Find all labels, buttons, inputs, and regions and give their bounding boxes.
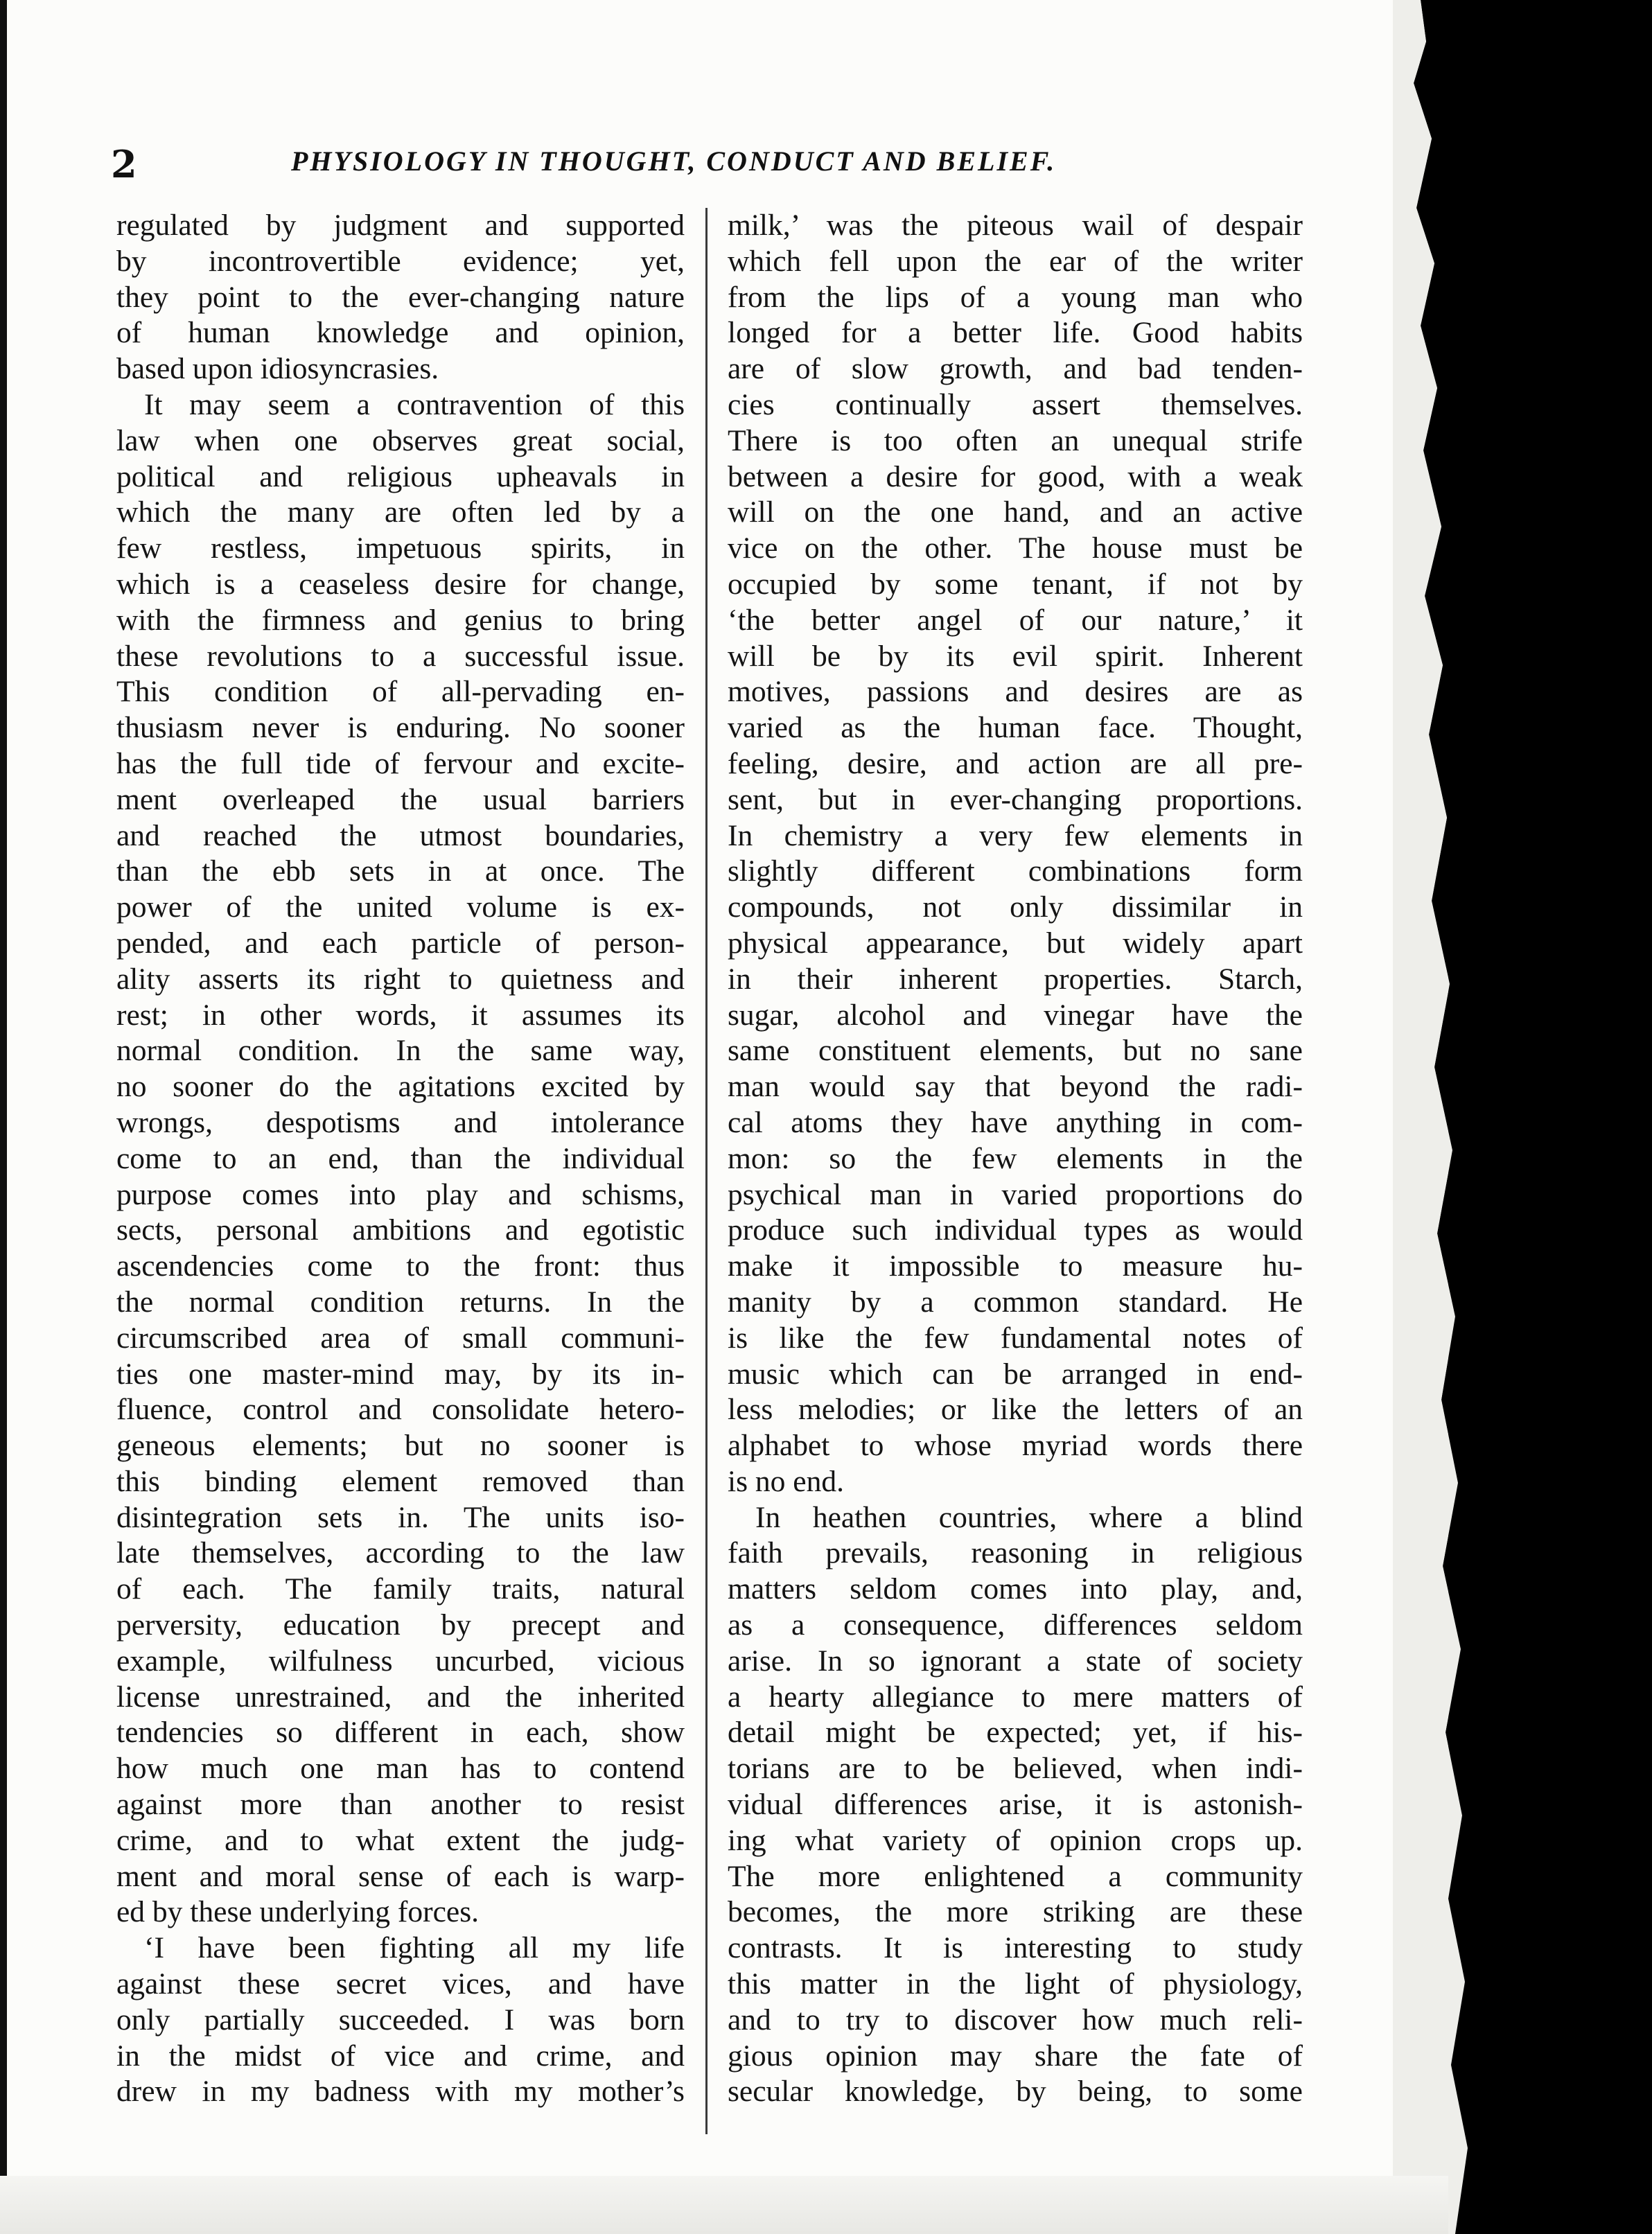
text-line: these revolutions to a successful issue. (116, 639, 685, 673)
text-line: crime, and to what extent the judg- (116, 1823, 685, 1857)
text-line: against these secret vices, and have (116, 1967, 685, 2001)
text-line: In chemistry a very few elements in (728, 818, 1303, 852)
text-line: The more enlightened a community (728, 1859, 1303, 1893)
text-line: no sooner do the agitations excited by (116, 1070, 685, 1104)
text-line: rest; in other words, it assumes its (116, 998, 685, 1032)
text-line: they point to the ever-changing nature (116, 280, 685, 314)
text-line: from the lips of a young man who (728, 280, 1303, 314)
text-line: the normal condition returns. In the (116, 1285, 685, 1319)
left-text-column (116, 208, 685, 2110)
text-line: how much one man has to contend (116, 1752, 685, 1786)
text-line: is like the few fundamental notes of (728, 1321, 1303, 1355)
text-line: It may seem a contravention of this (144, 387, 685, 421)
right-text-column (728, 208, 1303, 2110)
text-line: alphabet to whose myriad words there (728, 1429, 1303, 1463)
text-line: same constituent elements, but no sane (728, 1034, 1303, 1068)
text-line: are of slow growth, and bad tenden- (728, 352, 1303, 386)
text-line: psychical man in varied proportions do (728, 1177, 1303, 1211)
text-line: produce such individual types as would (728, 1213, 1303, 1247)
text-line: which is a ceaseless desire for change, (116, 567, 685, 601)
text-line: becomes, the more striking are these (728, 1895, 1303, 1929)
text-line: This condition of all-pervading en- (116, 675, 685, 709)
text-line: regulated by judgment and supported (116, 209, 685, 242)
text-line: this matter in the light of physiology, (728, 1967, 1303, 2001)
text-line: longed for a better life. Good habits (728, 316, 1303, 350)
text-line: wrongs, despotisms and intolerance (116, 1105, 685, 1139)
text-line: man would say that beyond the radi- (728, 1070, 1303, 1104)
text-line: is no end. (728, 1464, 844, 1498)
text-line: slightly different combinations form (728, 854, 1303, 888)
text-line: power of the united volume is ex- (116, 890, 685, 924)
text-line: with the firmness and genius to bring (116, 603, 685, 637)
text-line: against more than another to resist (116, 1788, 685, 1822)
text-line: and reached the utmost boundaries, (116, 818, 685, 852)
text-line: thusiasm never is enduring. No sooner (116, 711, 685, 745)
text-line: come to an end, than the individual (116, 1141, 685, 1175)
text-line: occupied by some tenant, if not by (728, 567, 1303, 601)
text-line: in their inherent properties. Starch, (728, 962, 1303, 996)
text-line: music which can be arranged in end- (728, 1357, 1303, 1391)
text-line: ‘I have been fighting all my life (144, 1931, 685, 1965)
text-line: sent, but in ever-changing proportions. (728, 782, 1303, 816)
text-line: sugar, alcohol and vinegar have the (728, 998, 1303, 1032)
text-line: make it impossible to measure hu- (728, 1249, 1303, 1283)
text-line: physical appearance, but widely apart (728, 926, 1303, 960)
text-line: arise. In so ignorant a state of society (728, 1644, 1303, 1678)
text-line: example, wilfulness uncurbed, vicious (116, 1644, 685, 1678)
text-line: ed by these underlying forces. (116, 1895, 480, 1929)
text-line: compounds, not only dissimilar in (728, 890, 1303, 924)
text-line: matters seldom comes into play, and, (728, 1572, 1303, 1606)
text-line: In heathen countries, where a blind (755, 1500, 1303, 1534)
text-line: few restless, impetuous spirits, in (116, 531, 685, 565)
text-line: There is too often an unequal strife (728, 423, 1303, 457)
text-line: perversity, education by precept and (116, 1608, 685, 1642)
text-line: in the midst of vice and crime, and (116, 2039, 685, 2073)
text-line: drew in my badness with my mother’s (116, 2075, 685, 2109)
text-line: cal atoms they have anything in com- (728, 1105, 1303, 1139)
text-line: this binding element removed than (116, 1464, 685, 1498)
text-line: which the many are often led by a (116, 495, 685, 529)
text-line: based upon idiosyncrasies. (116, 352, 439, 386)
text-line: ment overleaped the usual barriers (116, 782, 685, 816)
text-line: of each. The family traits, natural (116, 1572, 685, 1606)
text-line: ment and moral sense of each is warp- (116, 1859, 685, 1893)
text-line: of human knowledge and opinion, (116, 316, 685, 350)
text-line: circumscribed area of small communi- (116, 1321, 685, 1355)
text-line: feeling, desire, and action are all pre- (728, 746, 1303, 780)
text-line: milk,’ was the piteous wail of despair (728, 209, 1303, 242)
text-line: between a desire for good, with a weak (728, 459, 1303, 493)
text-line: by incontrovertible evidence; yet, (116, 244, 685, 278)
text-line: less melodies; or like the letters of an (728, 1393, 1303, 1427)
text-line: a hearty allegiance to mere matters of (728, 1680, 1303, 1714)
text-line: cies continually assert themselves. (728, 387, 1303, 421)
text-line: mon: so the few elements in the (728, 1141, 1303, 1175)
text-line: torians are to be believed, when indi- (728, 1752, 1303, 1786)
text-line: normal condition. In the same way, (116, 1034, 685, 1068)
text-line: late themselves, according to the law (116, 1536, 685, 1570)
text-line: ality asserts its right to quietness and (116, 962, 685, 996)
text-line: will be by its evil spirit. Inherent (728, 639, 1303, 673)
text-line: which fell upon the ear of the writer (728, 244, 1303, 278)
text-line: vice on the other. The house must be (728, 531, 1303, 565)
text-line: will on the one hand, and an active (728, 495, 1303, 529)
text-line: than the ebb sets in at once. The (116, 854, 685, 888)
text-line: license unrestrained, and the inherited (116, 1680, 685, 1714)
text-line: fluence, control and consolidate hetero- (116, 1393, 685, 1427)
text-line: secular knowledge, by being, to some (728, 2075, 1303, 2109)
text-line: varied as the human face. Thought, (728, 711, 1303, 745)
text-line: as a consequence, differences seldom (728, 1608, 1303, 1642)
text-line: tendencies so different in each, show (116, 1716, 685, 1750)
text-line: faith prevails, reasoning in religious (728, 1536, 1303, 1570)
text-line: gious opinion may share the fate of (728, 2039, 1303, 2073)
running-head: PHYSIOLOGY IN THOUGHT, CONDUCT AND BELIEF. (291, 146, 1057, 177)
page-header (111, 142, 1289, 184)
text-line: law when one observes great social, (116, 423, 685, 457)
text-line: vidual differences arise, it is astonish- (728, 1788, 1303, 1822)
text-line: pended, and each particle of person- (116, 926, 685, 960)
text-line: manity by a common standard. He (728, 1285, 1303, 1319)
text-line: ascendencies come to the front: thus (116, 1249, 685, 1283)
page-number: 2 (111, 142, 137, 186)
text-line: motives, passions and desires are as (728, 675, 1303, 709)
scan-left-edge (0, 0, 7, 2234)
text-line: disintegration sets in. The units iso- (116, 1500, 685, 1534)
torn-right-edge (1393, 0, 1490, 2234)
text-line: contrasts. It is interesting to study (728, 1931, 1303, 1965)
text-line: ‘the better angel of our nature,’ it (728, 603, 1303, 637)
text-line: detail might be expected; yet, if his- (728, 1716, 1303, 1750)
page-bottom-shading (0, 2176, 1448, 2234)
text-line: sects, personal ambitions and egotistic (116, 1213, 685, 1247)
text-line: ing what variety of opinion crops up. (728, 1823, 1303, 1857)
text-line: has the full tide of fervour and excite- (116, 746, 685, 780)
text-line: geneous elements; but no sooner is (116, 1429, 685, 1463)
text-line: only partially succeeded. I was born (116, 2003, 685, 2037)
text-line: ties one master-mind may, by its in- (116, 1357, 685, 1391)
column-divider-rule (705, 208, 708, 2134)
text-line: political and religious upheavals in (116, 459, 685, 493)
text-line: purpose comes into play and schisms, (116, 1177, 685, 1211)
text-line: and to try to discover how much reli- (728, 2003, 1303, 2037)
